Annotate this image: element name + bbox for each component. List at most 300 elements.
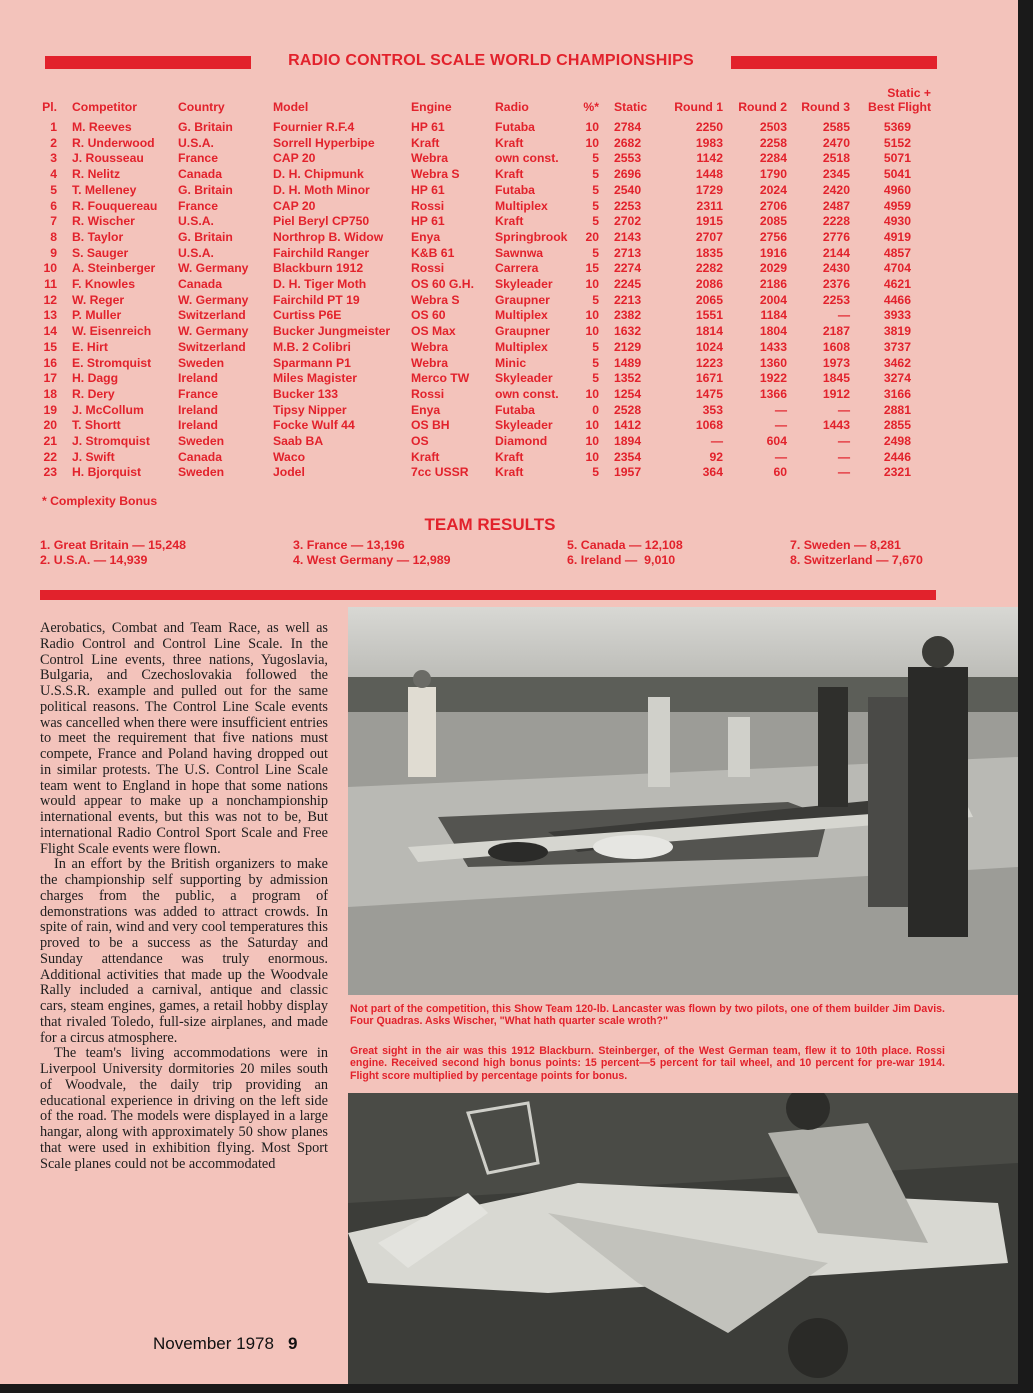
cell-static: 2354 — [614, 449, 642, 464]
cell-round2: 2029 — [759, 261, 787, 276]
cell-round2: 60 — [773, 465, 787, 480]
cell-static: 2682 — [614, 135, 642, 150]
cell-radio: Graupner — [495, 292, 550, 307]
table-row — [33, 167, 931, 183]
cell-place: 1 — [50, 120, 57, 134]
cell-total: 2881 — [883, 402, 911, 417]
cell-place: 16 — [43, 355, 57, 370]
table-row — [33, 183, 931, 199]
cell-static: 2528 — [614, 402, 642, 417]
table-row — [33, 465, 931, 481]
cell-competitor: R. Dery — [72, 386, 115, 401]
cell-round2: 2284 — [759, 151, 787, 166]
cell-competitor: H. Bjorquist — [72, 465, 142, 480]
cell-country: Switzerland — [178, 339, 246, 354]
table-row — [33, 324, 931, 340]
cell-place: 18 — [43, 386, 57, 401]
cell-total: 2446 — [883, 449, 911, 464]
cell-round2: 2024 — [759, 182, 787, 197]
cell-radio: Skyleader — [495, 418, 553, 433]
cell-place: 15 — [43, 339, 57, 354]
col-header-bonus-pct: %* — [583, 100, 599, 114]
team-result: 1. Great Britain — 15,248 — [40, 538, 187, 552]
cell-model: Miles Magister — [273, 371, 357, 386]
col-header-country: Country — [178, 100, 225, 114]
cell-competitor: F. Knowles — [72, 277, 135, 292]
page-footer — [153, 1334, 297, 1354]
cell-place: 13 — [43, 308, 57, 323]
cell-bonus-pct: 10 — [585, 418, 599, 433]
cell-place: 9 — [50, 245, 57, 260]
cell-round2: 1804 — [759, 324, 787, 339]
cell-country: U.S.A. — [178, 245, 214, 260]
cell-model: Saab BA — [273, 434, 324, 449]
cell-round1: 2065 — [695, 292, 723, 307]
cell-round1: — — [710, 434, 723, 449]
cell-engine: OS Max — [411, 324, 456, 339]
cell-place: 4 — [50, 167, 57, 182]
cell-model: Waco — [273, 449, 306, 464]
cell-country: U.S.A. — [178, 214, 214, 229]
cell-static: 1894 — [614, 434, 642, 449]
cell-round3: 2144 — [822, 245, 850, 260]
cell-competitor: M. Reeves — [72, 120, 132, 134]
complexity-bonus-note: * Complexity Bonus — [42, 494, 158, 508]
cell-competitor: R. Fouquereau — [72, 198, 158, 213]
cell-competitor: A. Steinberger — [72, 261, 156, 276]
article-paragraph: Aerobatics, Combat and Team Race, as well as Radio Control and Control Line Scale. In the Control Line events, three nations, Yugoslavia, Bulgaria, and Czechoslovakia followed the U.S.S.R. example and pulled out for the same political reasons. The Control Line Scale events was cancelled when there were insufficient entries to meet the requirement that five nations must compete, France and Poland having dropped out in similar protests. The U.S. Control Line Scale team went to England in hope that some nations would appear to make up a nonchampionship international events, but this was not to be, But international Radio Control Sport Scale and Free Flight Scale events were flown. — [40, 620, 328, 857]
table-row — [33, 387, 931, 403]
cell-country: Ireland — [178, 418, 218, 433]
cell-static: 2540 — [614, 182, 642, 197]
table-row — [33, 199, 931, 215]
cell-radio: own const. — [495, 151, 559, 166]
table-row — [33, 261, 931, 277]
cell-total: 4704 — [883, 261, 911, 276]
results-table — [33, 86, 931, 481]
cell-round2: 2706 — [759, 198, 787, 213]
banner-title: RADIO CONTROL SCALE WORLD CHAMPIONSHIPS — [280, 52, 702, 69]
cell-competitor: R. Underwood — [72, 135, 155, 150]
col-header-static: Static — [614, 100, 648, 114]
cell-round3: — — [837, 308, 850, 323]
cell-round3: 2376 — [822, 277, 850, 292]
col-header-round2: Round 2 — [738, 100, 787, 114]
cell-model: CAP 20 — [273, 198, 316, 213]
cell-country: Canada — [178, 449, 223, 464]
table-row — [33, 371, 931, 387]
cell-round1: 1068 — [695, 418, 723, 433]
cell-model: D. H. Tiger Moth — [273, 277, 367, 292]
cell-radio: Graupner — [495, 324, 550, 339]
cell-competitor: J. Swift — [72, 449, 115, 464]
cell-static: 1352 — [614, 371, 642, 386]
cell-model: Jodel — [273, 465, 305, 480]
cell-round3: 2518 — [822, 151, 850, 166]
cell-country: Canada — [178, 167, 223, 182]
cell-static: 2245 — [614, 277, 642, 292]
team-result: 2. U.S.A. — 14,939 — [40, 553, 148, 567]
cell-place: 8 — [50, 229, 57, 244]
cell-static: 2129 — [614, 339, 642, 354]
cell-place: 12 — [43, 292, 57, 307]
cell-radio: Kraft — [495, 465, 524, 480]
cell-round3: — — [837, 465, 850, 480]
table-row — [33, 418, 931, 434]
cell-model: Fournier R.F.4 — [273, 120, 355, 134]
table-row — [33, 450, 931, 466]
cell-round3: — — [837, 434, 850, 449]
cell-total: 4466 — [883, 292, 911, 307]
cell-competitor: P. Muller — [72, 308, 122, 323]
cell-round1: 92 — [709, 449, 723, 464]
cell-engine: Rossi — [411, 386, 445, 401]
cell-place: 23 — [43, 465, 57, 480]
cell-round1: 1915 — [695, 214, 723, 229]
cell-static: 2702 — [614, 214, 642, 229]
cell-round2: — — [774, 418, 787, 433]
cell-competitor: H. Dagg — [72, 371, 119, 386]
team-result: 4. West Germany — 12,989 — [293, 553, 451, 567]
cell-radio: Kraft — [495, 449, 524, 464]
cell-radio: Futaba — [495, 402, 535, 417]
cell-engine: Kraft — [411, 135, 440, 150]
cell-radio: Springbrook — [495, 229, 568, 244]
cell-country: G. Britain — [178, 182, 233, 197]
cell-round3: 2776 — [822, 229, 850, 244]
cell-model: Sorrell Hyperbipe — [273, 135, 375, 150]
cell-round2: 2756 — [759, 229, 787, 244]
table-row — [33, 214, 931, 230]
cell-place: 11 — [44, 277, 57, 292]
cell-static: 2213 — [614, 292, 642, 307]
photo1-caption: Not part of the competition, this Show Team 120-lb. Lancaster was flown by two pilots, one of them builder Jim Davis. Four Quadras. Asks Wischer, "What hath quarter scale wroth?" — [350, 1003, 945, 1028]
cell-country: G. Britain — [178, 120, 233, 134]
cell-round2: 2503 — [759, 120, 787, 134]
cell-round2: 1916 — [759, 245, 787, 260]
cell-total: 4621 — [883, 277, 911, 292]
col-header-engine: Engine — [411, 100, 452, 114]
cell-engine: Rossi — [411, 261, 445, 276]
cell-bonus-pct: 10 — [585, 135, 599, 150]
cell-round2: — — [774, 449, 787, 464]
cell-static: 2784 — [614, 120, 642, 134]
cell-engine: Webra S — [411, 292, 460, 307]
cell-round2: 604 — [766, 434, 787, 449]
cell-country: Sweden — [178, 465, 225, 480]
table-row — [33, 308, 931, 324]
col-header-total — [850, 86, 931, 120]
cell-place: 22 — [43, 449, 57, 464]
cell-engine: Webra S — [411, 167, 460, 182]
article-body — [40, 621, 328, 1172]
cell-radio: Skyleader — [495, 277, 553, 292]
cell-country: France — [178, 151, 218, 166]
cell-bonus-pct: 5 — [592, 371, 599, 386]
cell-round2: 1184 — [760, 308, 787, 323]
photo2-caption: Great sight in the air was this 1912 Blackburn. Steinberger, of the West German team, flew it to 10th place. Rossi engine. Received second high bonus points: 15 percent—5 percent for tail wheel, and 10 percent for pre-war 1914. Flight score multiplied by percentage points for bonus. — [350, 1045, 945, 1082]
cell-round1: 1729 — [695, 182, 723, 197]
cell-round1: 1223 — [695, 355, 723, 370]
cell-country: Ireland — [178, 371, 218, 386]
cell-country: W. Germany — [178, 261, 249, 276]
cell-static: 2696 — [614, 167, 642, 182]
cell-bonus-pct: 10 — [585, 386, 599, 401]
cell-bonus-pct: 10 — [585, 324, 599, 339]
photo-blackburn-model — [348, 1093, 1018, 1384]
cell-round1: 1448 — [695, 167, 723, 182]
cell-model: CAP 20 — [273, 151, 316, 166]
cell-bonus-pct: 20 — [585, 229, 599, 244]
cell-round1: 1983 — [695, 135, 723, 150]
cell-competitor: T. Melleney — [72, 182, 137, 197]
cell-competitor: B. Taylor — [72, 229, 124, 244]
cell-static: 1254 — [614, 386, 642, 401]
cell-competitor: R. Wischer — [72, 214, 135, 229]
cell-engine: K&B 61 — [411, 245, 455, 260]
cell-radio: Futaba — [495, 120, 535, 134]
cell-round1: 2086 — [695, 277, 723, 292]
cell-total: 3462 — [883, 355, 911, 370]
cell-competitor: E. Stromquist — [72, 355, 152, 370]
cell-round3: 2187 — [822, 324, 850, 339]
cell-place: 3 — [50, 151, 57, 166]
cell-bonus-pct: 15 — [585, 261, 599, 276]
table-row — [33, 277, 931, 293]
cell-competitor: J. Rousseau — [72, 151, 144, 166]
cell-total: 2855 — [883, 418, 911, 433]
cell-total: 4919 — [883, 229, 911, 244]
cell-round1: 2250 — [695, 120, 723, 134]
cell-total: 3274 — [883, 371, 911, 386]
cell-bonus-pct: 10 — [585, 308, 599, 323]
cell-model: Fairchild Ranger — [273, 245, 370, 260]
cell-bonus-pct: 5 — [592, 167, 599, 182]
cell-round3: 2228 — [822, 214, 850, 229]
cell-radio: Kraft — [495, 135, 524, 150]
cell-round3: 1973 — [822, 355, 850, 370]
cell-model: Sparmann P1 — [273, 355, 351, 370]
cell-total: 3737 — [883, 339, 911, 354]
cell-engine: HP 61 — [411, 120, 445, 134]
cell-engine: OS 60 — [411, 308, 446, 323]
divider-rule — [40, 590, 936, 600]
issue-date: November 1978 — [153, 1334, 274, 1353]
cell-radio: Multiplex — [495, 198, 548, 213]
team-result: 6. Ireland — 9,010 — [567, 553, 676, 567]
table-row — [33, 230, 931, 246]
cell-static: 2713 — [614, 245, 642, 260]
cell-country: France — [178, 386, 218, 401]
cell-engine: OS — [411, 434, 429, 449]
cell-round1: 2282 — [695, 261, 723, 276]
cell-round3: 2345 — [822, 167, 850, 182]
cell-competitor: J. McCollum — [72, 402, 144, 417]
cell-static: 1957 — [614, 465, 642, 480]
article-paragraph: The team's living accommodations were in Liverpool University dormitories 20 miles south of Woodvale, the daily trip providing an educational experience in driving on the left side of the road. The models were displayed in a large hangar, along with approximately 50 show planes that were used in exhibition flying. Most Sport Scale planes could not be accommodated — [40, 1045, 328, 1172]
cell-round2: 1360 — [759, 355, 787, 370]
cell-round3: 2253 — [822, 292, 850, 307]
table-row — [33, 120, 931, 136]
cell-model: Bucker 133 — [273, 386, 339, 401]
cell-competitor: E. Hirt — [72, 339, 108, 354]
cell-place: 14 — [43, 324, 57, 339]
cell-static: 2253 — [614, 198, 642, 213]
cell-bonus-pct: 5 — [592, 182, 599, 197]
col-header-place: Pl. — [42, 100, 57, 114]
table-row — [33, 246, 931, 262]
cell-round3: 2470 — [822, 135, 850, 150]
cell-country: U.S.A. — [178, 135, 214, 150]
col-header-round3: Round 3 — [801, 100, 850, 114]
cell-round3: 1912 — [822, 386, 850, 401]
cell-bonus-pct: 10 — [585, 277, 599, 292]
cell-static: 1632 — [614, 324, 642, 339]
cell-bonus-pct: 5 — [592, 214, 599, 229]
cell-engine: HP 61 — [411, 214, 445, 229]
table-row — [33, 136, 931, 152]
cell-round1: 364 — [702, 465, 723, 480]
cell-round1: 1475 — [695, 386, 723, 401]
cell-round3: — — [837, 449, 850, 464]
cell-radio: Futaba — [495, 182, 535, 197]
cell-place: 10 — [43, 261, 57, 276]
cell-engine: OS 60 G.H. — [411, 277, 474, 292]
photo-lancaster-model — [348, 607, 1018, 995]
cell-round1: 353 — [702, 402, 723, 417]
cell-place: 7 — [50, 214, 57, 229]
col-header-model: Model — [273, 100, 309, 114]
cell-total: 4960 — [883, 182, 911, 197]
cell-engine: 7cc USSR — [411, 465, 469, 480]
cell-engine: OS BH — [411, 418, 450, 433]
cell-total: 2498 — [883, 434, 911, 449]
cell-round2: 1366 — [759, 386, 787, 401]
cell-radio: Carrera — [495, 261, 539, 276]
cell-competitor: J. Stromquist — [72, 434, 150, 449]
team-result: 5. Canada — 12,108 — [567, 538, 683, 552]
cell-bonus-pct: 5 — [592, 151, 599, 166]
cell-total: 4930 — [883, 214, 911, 229]
cell-engine: Rossi — [411, 198, 445, 213]
cell-place: 2 — [50, 135, 57, 150]
cell-place: 21 — [43, 434, 57, 449]
cell-radio: Skyleader — [495, 371, 553, 386]
cell-competitor: T. Shortt — [72, 418, 121, 433]
table-row — [33, 340, 931, 356]
cell-round2: 2085 — [759, 214, 787, 229]
team-result: 7. Sweden — 8,281 — [790, 538, 901, 552]
cell-round1: 1671 — [695, 371, 723, 386]
cell-country: Switzerland — [178, 308, 246, 323]
team-results-title: TEAM RESULTS — [424, 515, 556, 534]
cell-total: 5041 — [883, 167, 911, 182]
cell-round1: 1142 — [696, 151, 723, 166]
team-result: 3. France — 13,196 — [293, 538, 405, 552]
cell-bonus-pct: 5 — [592, 355, 599, 370]
cell-engine: Kraft — [411, 449, 440, 464]
cell-competitor: R. Nelitz — [72, 167, 121, 182]
cell-bonus-pct: 0 — [592, 402, 599, 417]
cell-total: 5152 — [883, 135, 911, 150]
cell-place: 19 — [43, 402, 57, 417]
results-body — [33, 120, 931, 481]
cell-place: 17 — [43, 371, 57, 386]
col-header-total-line2: Best Flight — [868, 100, 931, 114]
cell-country: W. Germany — [178, 324, 249, 339]
cell-round2: 2258 — [759, 135, 787, 150]
page-number: 9 — [287, 1334, 298, 1353]
cell-radio: Sawnwa — [495, 245, 544, 260]
cell-round1: 2707 — [695, 229, 723, 244]
cell-place: 6 — [50, 198, 57, 213]
cell-round2: 2004 — [759, 292, 787, 307]
cell-model: Piel Beryl CP750 — [273, 214, 370, 229]
cell-radio: Kraft — [495, 167, 524, 182]
cell-engine: HP 61 — [411, 182, 445, 197]
cell-round3: 2430 — [822, 261, 850, 276]
cell-model: Blackburn 1912 — [273, 261, 364, 276]
cell-bonus-pct: 10 — [585, 120, 599, 134]
cell-static: 2382 — [614, 308, 642, 323]
cell-total: 4959 — [883, 198, 911, 213]
cell-radio: Diamond — [495, 434, 548, 449]
cell-static: 1489 — [614, 355, 642, 370]
cell-engine: Webra — [411, 339, 449, 354]
cell-total: 4857 — [883, 245, 911, 260]
cell-bonus-pct: 10 — [585, 434, 599, 449]
cell-competitor: W. Reger — [72, 292, 125, 307]
cell-bonus-pct: 5 — [592, 245, 599, 260]
cell-radio: Minic — [495, 355, 527, 370]
cell-total: 5369 — [883, 120, 911, 134]
photo-blackburn-illustration — [348, 1093, 1018, 1384]
cell-engine: Webra — [411, 151, 449, 166]
col-header-competitor: Competitor — [72, 100, 137, 114]
cell-bonus-pct: 5 — [592, 198, 599, 213]
cell-radio: own const. — [495, 386, 559, 401]
cell-place: 20 — [43, 418, 57, 433]
table-row — [33, 356, 931, 372]
cell-country: Sweden — [178, 434, 225, 449]
cell-round3: 2585 — [822, 120, 850, 134]
cell-model: D. H. Chipmunk — [273, 167, 364, 182]
cell-bonus-pct: 5 — [592, 292, 599, 307]
cell-model: Northrop B. Widow — [273, 229, 384, 244]
cell-round3: 2487 — [822, 198, 850, 213]
cell-competitor: W. Eisenreich — [72, 324, 152, 339]
cell-engine: Merco TW — [411, 371, 470, 386]
cell-total: 2321 — [883, 465, 911, 480]
cell-model: Tipsy Nipper — [273, 402, 347, 417]
cell-country: Sweden — [178, 355, 225, 370]
table-row — [33, 434, 931, 450]
cell-round3: 1608 — [822, 339, 850, 354]
cell-total: 3819 — [883, 324, 911, 339]
cell-model: Focke Wulf 44 — [273, 418, 355, 433]
cell-round2: 1790 — [759, 167, 787, 182]
cell-round1: 1024 — [695, 339, 723, 354]
cell-bonus-pct: 5 — [592, 339, 599, 354]
col-header-round1: Round 1 — [674, 100, 723, 114]
cell-engine: Enya — [411, 402, 441, 417]
cell-bonus-pct: 5 — [592, 465, 599, 480]
cell-competitor: S. Sauger — [72, 245, 129, 260]
cell-round3: — — [837, 402, 850, 417]
cell-bonus-pct: 10 — [585, 449, 599, 464]
cell-country: Canada — [178, 277, 223, 292]
cell-total: 5071 — [883, 151, 911, 166]
